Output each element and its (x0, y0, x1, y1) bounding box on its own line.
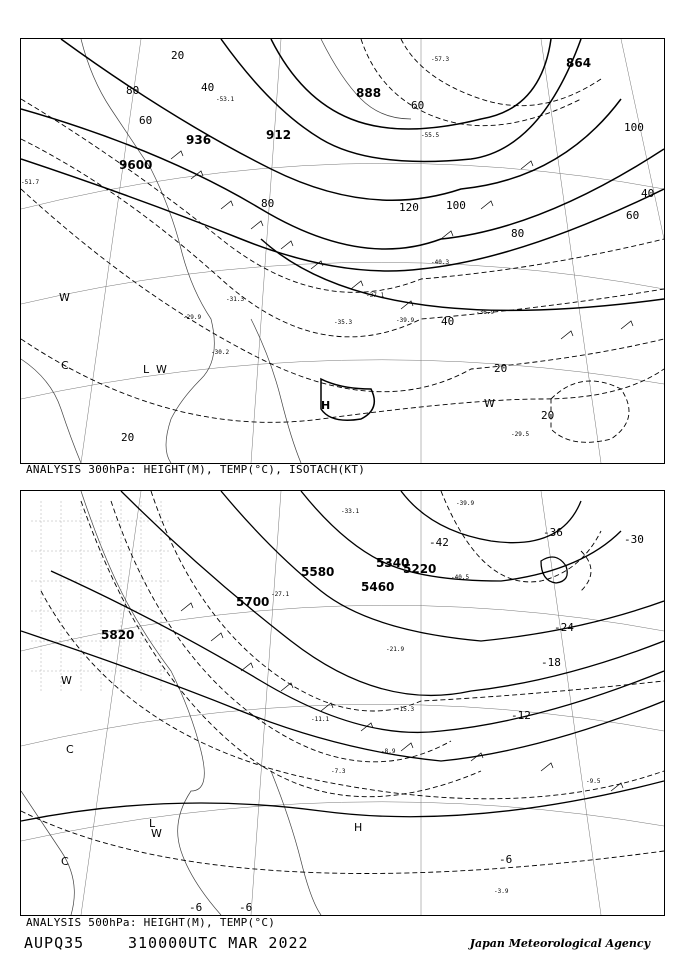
temp-obs: -37.1 (366, 292, 385, 299)
wind-barbs (171, 151, 633, 339)
temp-obs: -9.5 (586, 778, 601, 785)
isotach-label: 60 (411, 99, 425, 112)
height-label-9600: 9600 (119, 158, 153, 172)
system-high: H (354, 821, 363, 834)
map-500hpa-canvas (21, 491, 664, 915)
isotach-label: 20 (494, 362, 508, 375)
height-label-888: 888 (356, 86, 382, 100)
temp-obs: -35.3 (334, 319, 353, 326)
temp-label: -24 (554, 621, 574, 634)
system-warm: W (484, 397, 495, 410)
height-label-5820: 5820 (101, 628, 135, 642)
system-warm: W (156, 363, 167, 376)
system-cold: C (66, 743, 74, 756)
temp-obs: -39.9 (456, 500, 475, 507)
system-warm: W (151, 827, 162, 840)
temp-label: -18 (541, 656, 561, 669)
isotach-label: 100 (624, 121, 644, 134)
temp-obs: -29.9 (183, 314, 202, 321)
temp-obs: -57.3 (431, 56, 450, 63)
temp-obs: -15.3 (396, 706, 415, 713)
graticule (21, 39, 664, 463)
height-label-5460: 5460 (361, 580, 395, 594)
temp-obs: -55.5 (421, 132, 440, 139)
temp-obs: -8.9 (381, 748, 396, 755)
system-cold: C (61, 359, 69, 372)
temp-obs: -51.7 (21, 179, 40, 186)
temp-label: -6 (189, 901, 203, 914)
height-label-5580: 5580 (301, 565, 335, 579)
system-high: H (321, 399, 331, 412)
temp-obs: -3.9 (494, 888, 509, 895)
system-warm: W (61, 674, 72, 687)
isotach-label: 20 (171, 49, 185, 62)
isotach-label: 60 (139, 114, 153, 127)
isotachs (21, 39, 664, 442)
temp-obs: -31.3 (226, 296, 245, 303)
height-contours (21, 39, 664, 420)
isotach-label: 120 (399, 201, 419, 214)
caption-300hpa: ANALYSIS 300hPa: HEIGHT(M), TEMP(°C), ISOTACH(KT) (26, 463, 366, 476)
isotach-label: 40 (641, 187, 655, 200)
height-label-5340: 5340 (376, 556, 410, 570)
map-300hpa (20, 38, 665, 464)
isotach-label: 80 (126, 84, 140, 97)
temp-obs: -11.1 (311, 716, 330, 723)
temp-obs: -40.5 (451, 574, 470, 581)
isotach-label: 80 (511, 227, 525, 240)
temp-label: -12 (511, 709, 531, 722)
isotach-label: 100 (446, 199, 466, 212)
temp-obs: -40.3 (431, 259, 450, 266)
coastlines (21, 491, 321, 915)
temp-obs: -39.9 (396, 317, 415, 324)
temp-obs: -21.9 (386, 646, 405, 653)
temp-obs: -27.1 (271, 591, 290, 598)
height-label-912: 912 (266, 128, 292, 142)
temp-label: -6 (499, 853, 513, 866)
temp-obs: -53.1 (216, 96, 235, 103)
height-label-936: 936 (186, 133, 212, 147)
temp-obs: -29.5 (511, 431, 530, 438)
temp-obs: -7.3 (331, 768, 346, 775)
system-low: L (143, 363, 150, 376)
hatch-region (31, 501, 171, 691)
valid-time: 310000UTC MAR 2022 (128, 934, 309, 952)
height-label-864: 864 (566, 56, 592, 70)
temp-label: -6 (239, 901, 253, 914)
isotach-label: 40 (201, 81, 215, 94)
isotach-label: 20 (541, 409, 555, 422)
temp-obs: -36.9 (476, 309, 495, 316)
map-300hpa-canvas (21, 39, 664, 463)
isotach-label: 60 (626, 209, 640, 222)
system-low: L (149, 817, 156, 830)
system-warm: W (59, 291, 70, 304)
temp-obs: -33.1 (341, 508, 360, 515)
isotach-label: 80 (261, 197, 275, 210)
isotach-label: 20 (121, 431, 135, 444)
temp-label: -42 (429, 536, 449, 549)
graticule (21, 491, 664, 915)
map-500hpa (20, 490, 665, 916)
caption-500hpa: ANALYSIS 500hPa: HEIGHT(M), TEMP(°C) (26, 916, 276, 929)
height-label-5700: 5700 (236, 595, 270, 609)
chart-code: AUPQ35 (24, 934, 85, 952)
height-label-5220: 5220 (403, 562, 437, 576)
agency-name: Japan Meteorological Agency (469, 937, 650, 950)
temp-label: -30 (624, 533, 644, 546)
temp-obs: -30.2 (211, 349, 230, 356)
temp-contours (21, 491, 664, 874)
system-cold: C (61, 855, 69, 868)
temp-label: -36 (543, 526, 563, 539)
isotach-label: 40 (441, 315, 455, 328)
